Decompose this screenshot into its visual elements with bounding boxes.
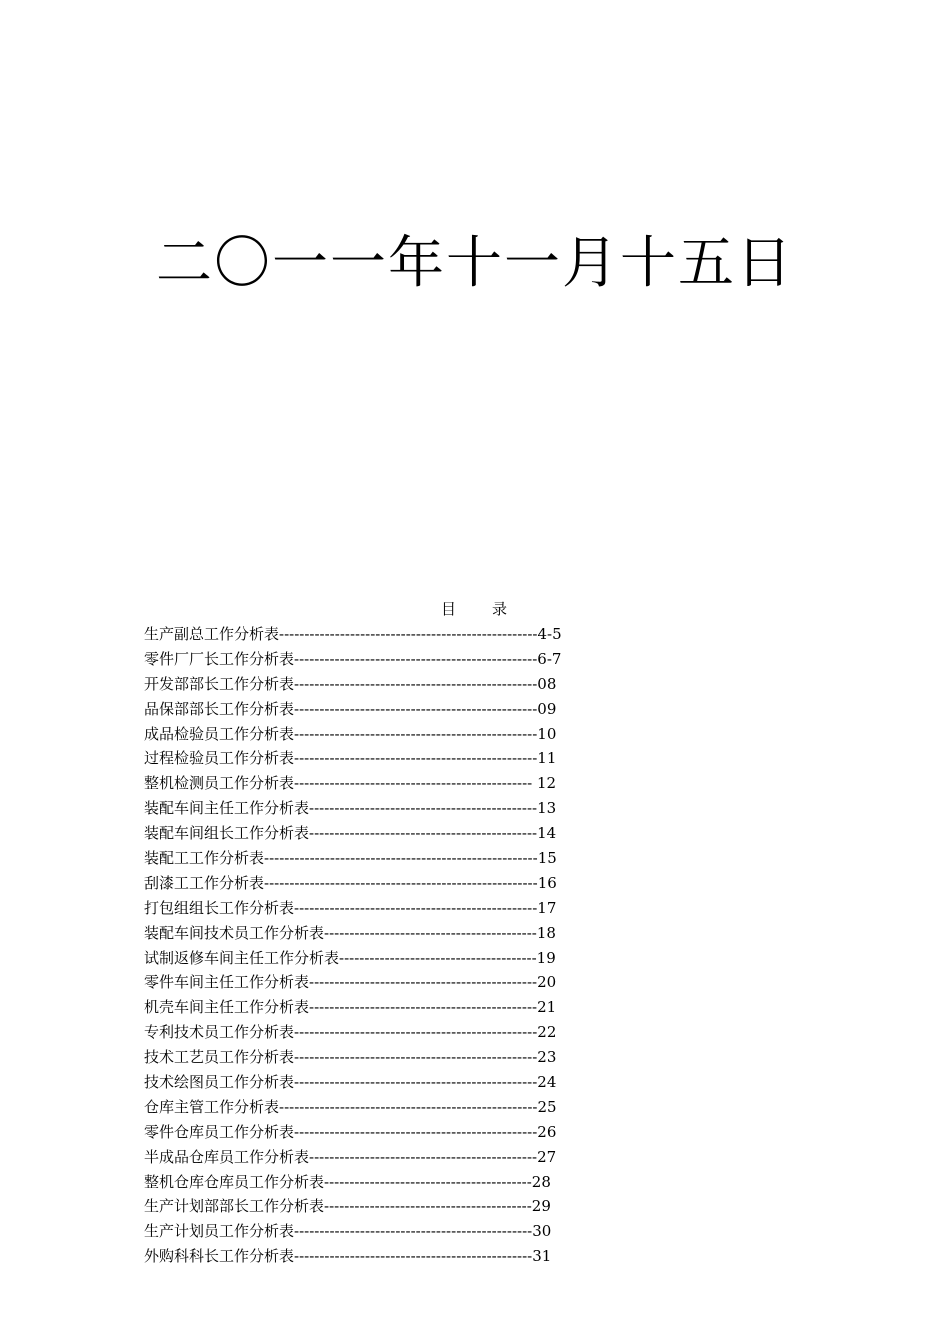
toc-entry[interactable]: 技术绘图员工作分析表------------------------------------------------24 (144, 1073, 557, 1092)
toc-title: 目 录 (440, 600, 509, 618)
toc-entry[interactable]: 零件厂厂长工作分析表------------------------------------------------6-7 (144, 649, 562, 668)
date-heading: 二〇一一年十一月十五日 (156, 231, 794, 296)
table-of-contents (144, 622, 614, 1269)
toc-entry[interactable]: 成品检验员工作分析表------------------------------------------------10 (144, 724, 557, 743)
toc-entry[interactable]: 零件仓库员工作分析表------------------------------------------------26 (144, 1122, 557, 1141)
toc-entry[interactable]: 生产副总工作分析表---------------------------------------------------4-5 (144, 625, 562, 643)
toc-entry[interactable]: 开发部部长工作分析表------------------------------------------------08 (144, 674, 557, 693)
toc-entry[interactable]: 试制返修车间主任工作分析表---------------------------------------19 (144, 948, 556, 967)
toc-entry[interactable]: 机壳车间主任工作分析表---------------------------------------------21 (144, 998, 557, 1017)
toc-entry[interactable]: 仓库主管工作分析表---------------------------------------------------25 (144, 1097, 557, 1116)
toc-entry[interactable]: 技术工艺员工作分析表------------------------------------------------23 (144, 1048, 557, 1067)
toc-entry[interactable]: 装配车间技术员工作分析表------------------------------------------18 (144, 923, 556, 942)
toc-entry[interactable]: 生产计划部部长工作分析表-----------------------------------------29 (144, 1197, 551, 1216)
toc-entry[interactable]: 装配车间主任工作分析表---------------------------------------------13 (144, 799, 557, 818)
toc-entry[interactable]: 装配车间组长工作分析表---------------------------------------------14 (144, 824, 557, 843)
toc-entry[interactable]: 整机检测员工作分析表----------------------------------------------- 12 (144, 774, 557, 793)
toc-entry[interactable]: 刮漆工工作分析表------------------------------------------------------16 (144, 873, 557, 892)
toc-entry[interactable]: 整机仓库仓库员工作分析表-----------------------------------------28 (144, 1172, 551, 1191)
toc-entry[interactable]: 过程检验员工作分析表------------------------------------------------11 (144, 749, 557, 768)
toc-entry[interactable]: 半成品仓库员工作分析表---------------------------------------------27 (144, 1147, 557, 1166)
toc-entry[interactable]: 外购科科长工作分析表-----------------------------------------------31 (144, 1247, 552, 1266)
toc-entry[interactable]: 零件车间主任工作分析表---------------------------------------------20 (144, 973, 557, 992)
toc-entry[interactable]: 品保部部长工作分析表------------------------------------------------09 (144, 699, 557, 718)
toc-entry[interactable]: 专利技术员工作分析表------------------------------------------------22 (144, 1023, 557, 1042)
toc-entry[interactable]: 生产计划员工作分析表-----------------------------------------------30 (144, 1222, 552, 1241)
toc-entry[interactable]: 打包组组长工作分析表------------------------------------------------17 (144, 898, 557, 917)
toc-entry[interactable]: 装配工工作分析表------------------------------------------------------15 (144, 849, 557, 868)
